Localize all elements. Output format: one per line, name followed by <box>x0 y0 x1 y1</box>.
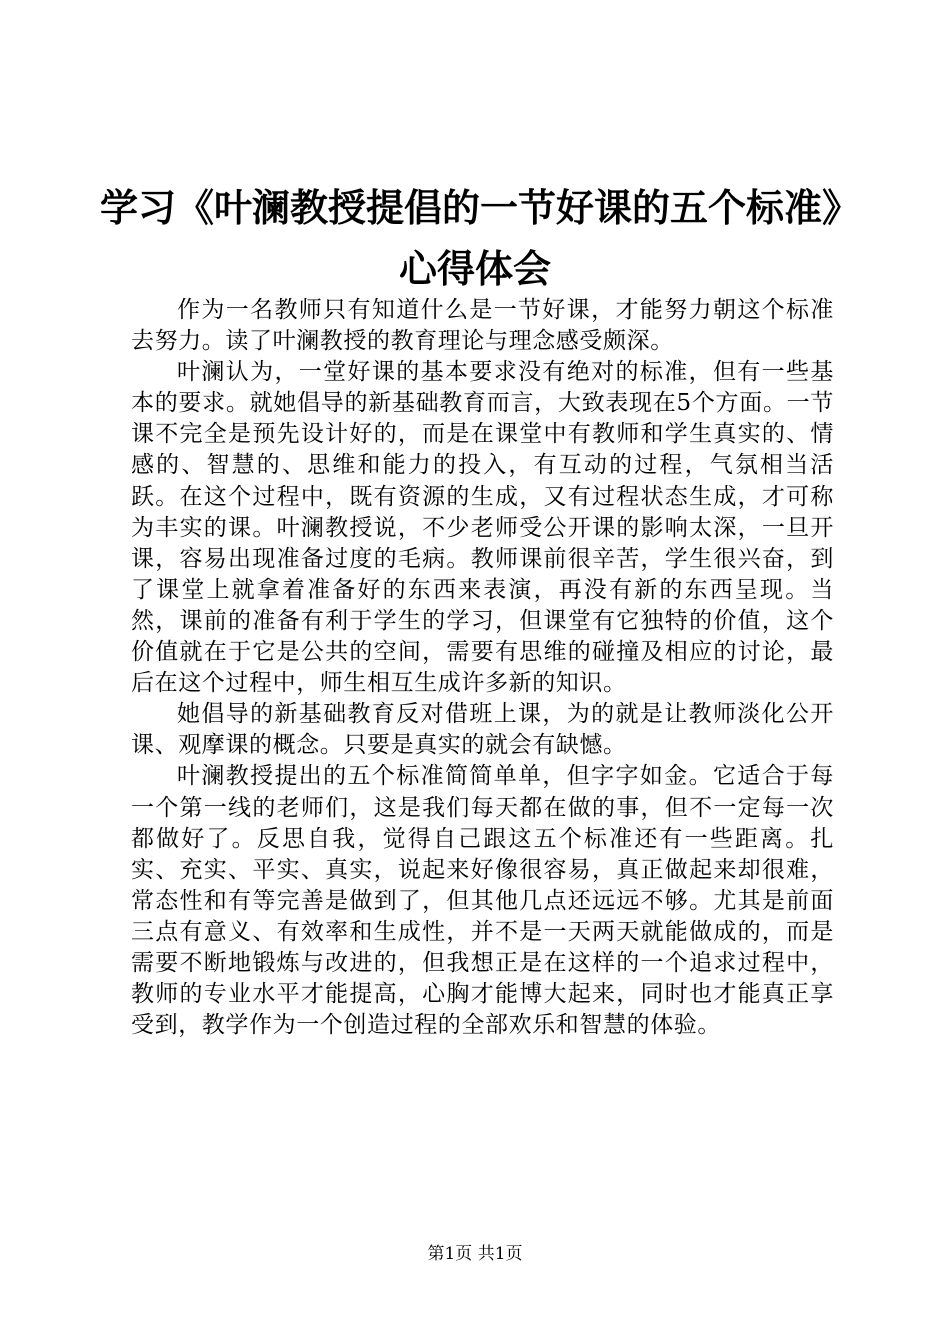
document-title-line-1: 学习《叶澜教授提倡的一节好课的五个标准》 <box>100 185 861 230</box>
document-title-line-2: 心得体会 <box>398 246 551 291</box>
paragraph: 叶澜教授提出的五个标准简简单单，但字字如金。它适合于每一个第一线的老师们，这是我们每天都在做的事，但不一定每一次都做好了。反思自我，觉得自己跟这五个标准还有一些距离。扎实、充实、平实、真实，说起来好像很容易，真正做起来却很难，常态性和有等完善是做到了，但其他几点还远远不够。尤其是前面三点有意义、有效率和生成性，并不是一天两天就能做成的，而是需要不断地锻炼与改进的，但我想正是在这样的一个追求过程中，教师的专业水平才能提高，心胸才能博大起来，同时也才能真正享受到，教学作为一个创造过程的全部欢乐和智慧的体验。 <box>131 763 834 1039</box>
document-body <box>131 295 834 1041</box>
paragraph: 叶澜认为，一堂好课的基本要求没有绝对的标准，但有一些基本的要求。就她倡导的新基础教育而言，大致表现在5个方面。一节课不完全是预先设计好的，而是在课堂中有教师和学生真实的、情感的、智慧的、思维和能力的投入，有互动的过程，气氛相当活跃。在这个过程中，既有资源的生成，又有过程状态生成，才可称为丰实的课。叶澜教授说，不少老师受公开课的影响太深，一旦开课，容易出现准备过度的毛病。教师课前很辛苦，学生很兴奋，到了课堂上就拿着准备好的东西来表演，再没有新的东西呈现。当然，课前的准备有利于学生的学习，但课堂有它独特的价值，这个价值就在于它是公共的空间，需要有思维的碰撞及相应的讨论，最后在这个过程中，师生相互生成许多新的知识。 <box>131 359 834 697</box>
paragraph: 她倡导的新基础教育反对借班上课，为的就是让教师淡化公开课、观摩课的概念。只要是真实的就会有缺憾。 <box>131 701 834 759</box>
page-footer: 第1页 共1页 <box>427 1244 523 1264</box>
paragraph: 作为一名教师只有知道什么是一节好课，才能努力朝这个标准去努力。读了叶澜教授的教育理论与理念感受颇深。 <box>131 297 834 355</box>
